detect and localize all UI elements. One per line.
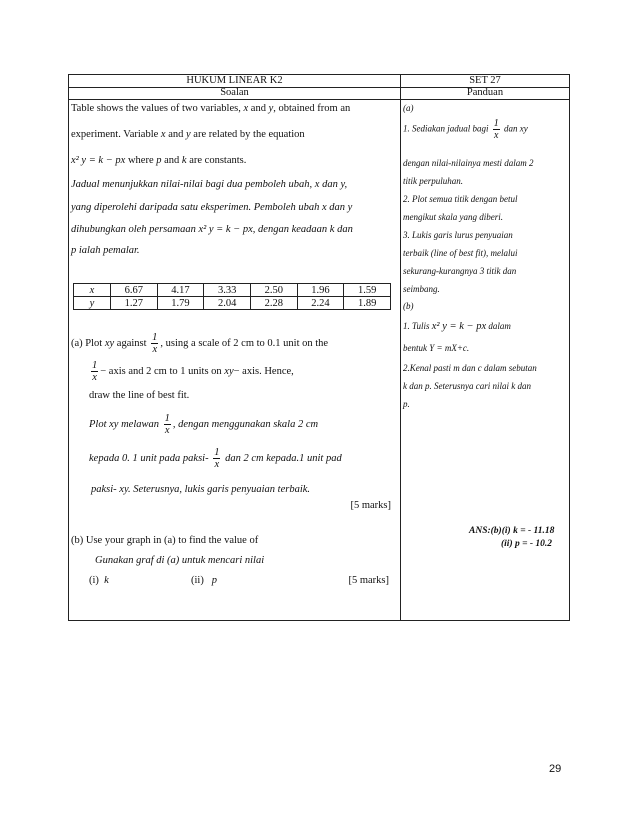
- guide-b-step-2b: k dan p. Seterusnya cari nilai k dan: [403, 381, 531, 391]
- guide-step-3c: sekurang-kurangnya 3 titik dan: [403, 266, 517, 276]
- table-cell: 1.79: [157, 297, 204, 310]
- guide-b-step-2: 2.Kenal pasti m dan c dalam sebutan: [403, 363, 537, 373]
- part-b-marks: [5 marks]: [348, 575, 389, 586]
- page-number: 29: [549, 763, 562, 775]
- table-cell: 2.24: [297, 297, 344, 310]
- part-b-line-1: (b) Use your graph in (a) to find the value of: [71, 535, 259, 546]
- guide-column-header: Panduan: [466, 87, 504, 98]
- question-malay-line-2: yang diperolehi daripada satu eksperimen. Pemboleh ubah x dan y: [71, 202, 353, 213]
- part-a-marks: [5 marks]: [350, 500, 391, 511]
- question-malay-line-3: dihubungkan oleh persamaan x² y = k − px, dengan keadaan k dan: [71, 224, 353, 235]
- question-column-header: Soalan: [220, 87, 249, 98]
- guide-step-1b: dengan nilai-nilainya mesti dalam 2: [403, 158, 534, 168]
- part-a-malay-line-3: paksi- xy. Seterusnya, lukis garis penyuaian terbaik.: [91, 484, 311, 495]
- table-row: [74, 297, 391, 310]
- part-a-line-2: $\frac{1}{x}$ − axis and 2 cm to 1 units on xy− axis. Hence,: [92, 360, 294, 383]
- part-b-malay: Gunakan graf di (a) untuk mencari nilai: [95, 555, 265, 566]
- table-cell: 1.96: [297, 284, 344, 297]
- table-row-label: y: [74, 297, 111, 310]
- table-cell: 6.67: [111, 284, 158, 297]
- set-label: SET 27: [469, 75, 501, 86]
- guide-step-2b: mengikut skala yang diberi.: [403, 212, 503, 222]
- table-cell: 1.27: [111, 297, 158, 310]
- fraction-one-over-x: $\frac{1}{x}$: [152, 332, 158, 355]
- part-a-line-3: draw the line of best fit.: [89, 390, 190, 401]
- answer-k: ANS:(b)(i) k = - 11.18: [469, 526, 555, 536]
- column-divider: [400, 75, 401, 620]
- table-cell: 4.17: [157, 284, 204, 297]
- table-cell: 1.89: [344, 297, 391, 310]
- fraction-one-over-x: $\frac{1}{x}$: [214, 447, 220, 470]
- table-row: [74, 284, 391, 297]
- guide-part-b-label: (b): [403, 301, 414, 311]
- guide-step-3: 3. Lukis garis lurus penyuaian: [403, 230, 513, 240]
- part-b-items: (i) k (ii) p [5 marks]: [89, 575, 389, 586]
- question-intro-line-1: Table shows the values of two variables, x and y, obtained from an: [71, 103, 351, 114]
- table-cell: 2.50: [250, 284, 297, 297]
- equation: x² y = k − px: [71, 155, 126, 166]
- question-equation-line: x² y = k − px where p and k are constants.: [71, 155, 247, 166]
- table-cell: 2.28: [250, 297, 297, 310]
- guide-b-step-2c: p.: [403, 399, 410, 409]
- data-table: [73, 283, 391, 310]
- sheet-title: HUKUM LINEAR K2: [186, 75, 283, 86]
- worksheet-table: [68, 74, 570, 621]
- table-cell: 1.59: [344, 284, 391, 297]
- fraction-one-over-x: $\frac{1}{x}$: [164, 413, 170, 436]
- table-row-label: x: [74, 284, 111, 297]
- subheader-divider: [69, 99, 569, 100]
- guide-b-step-1: 1. Tulis x² y = k − px dalam: [403, 321, 511, 332]
- table-cell: 2.04: [204, 297, 251, 310]
- question-malay-line-1: Jadual menunjukkan nilai-nilai bagi dua pemboleh ubah, x dan y,: [71, 179, 348, 190]
- guide-step-3d: seimbang.: [403, 284, 440, 294]
- fraction-one-over-x: $\frac{1}{x}$: [92, 360, 98, 383]
- answer-p: (ii) p = - 10.2: [501, 539, 553, 549]
- part-a-line-1: (a) Plot xy against $\frac{1}{x}$ , using a scale of 2 cm to 0.1 unit on the: [71, 332, 329, 355]
- question-malay-line-4: p ialah pemalar.: [71, 245, 140, 256]
- guide-step-2: 2. Plot semua titik dengan betul: [403, 194, 518, 204]
- fraction-one-over-x: $\frac{1}{x}$: [493, 118, 499, 141]
- question-intro-line-2: experiment. Variable x and y are related by the equation: [71, 129, 305, 140]
- guide-b-step-1b: bentuk Y = mX+c.: [403, 343, 470, 353]
- guide-part-a-label: (a): [403, 103, 414, 113]
- table-cell: 3.33: [204, 284, 251, 297]
- part-a-malay-line-2: kepada 0. 1 unit pada paksi- $\frac{1}{x}$ dan 2 cm kepada.1 unit pad: [89, 447, 342, 470]
- guide-step-1c: titik perpuluhan.: [403, 176, 463, 186]
- guide-step-1: 1. Sediakan jadual bagi $\frac{1}{x}$ dan xy: [403, 118, 528, 141]
- guide-step-3b: terbaik (line of best fit), melalui: [403, 248, 518, 258]
- part-a-malay-line-1: Plot xy melawan $\frac{1}{x}$ , dengan menggunakan skala 2 cm: [89, 413, 319, 436]
